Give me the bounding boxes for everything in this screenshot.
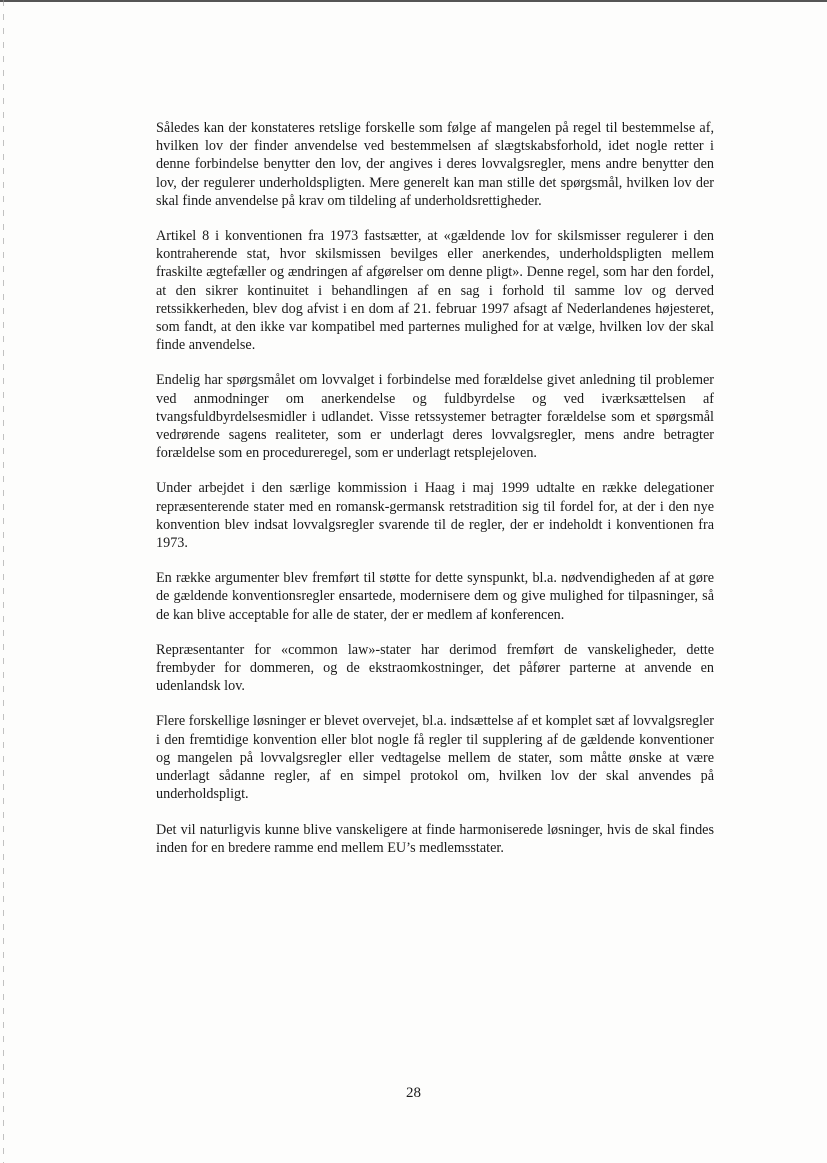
paragraph-4: Under arbejdet i den særlige kommission i Haag i maj 1999 udtalte en række delegationer repræsenterende stater med en romansk-germansk retstradition sig til fordel for, at der i den nye konvention blev indsat lovvalgsregler svarende til de regler, der er indeholdt i konventionen fra 1973. xyxy=(156,480,714,552)
paragraph-3: Endelig har spørgsmålet om lovvalget i forbindelse med forældelse givet anledning til problemer ved anmodninger om anerkendelse og fuldbyrdelse og ved iværksættelsen af tvangsfuldbyrdelsesmidler i udlandet. Visse retssystemer betragter forældelse som et spørgsmål vedrørende sagens realiteter, som er underlagt deres lovvalgsregler, mens andre betragter forældelse som en procedureregel, som er underlagt retsplejeloven. xyxy=(156,372,714,462)
paragraph-6: Repræsentanter for «common law»-stater har derimod fremført de vanskeligheder, dette frembyder for dommeren, og de ekstraomkostninger, det påfører parterne at anvende en udenlandsk lov. xyxy=(156,641,714,695)
page-number: 28 xyxy=(406,1085,421,1101)
paragraph-2: Artikel 8 i konventionen fra 1973 fastsætter, at «gældende lov for skilsmisser regulerer i den kontraherende stat, hvor skilsmissen bevilges eller anerkendes, underholdspligten mellem fraskilte ægtefæller og ændringen af afgørelser om denne pligt». Denne regel, som har den fordel, at den sikrer kontinuitet i behandlingen af en sag i forhold til samme lov og derved retssikkerheden, blev dog afvist i en dom af 21. februar 1997 afsagt af Nederlandenes højesteret, som fandt, at den ikke var kompatibel med parternes mulighed for at vælge, hvilken lov der skal finde anvendelse. xyxy=(156,228,714,354)
paragraph-5: En række argumenter blev fremført til støtte for dette synspunkt, bl.a. nødvendigheden af at gøre de gældende konventionsregler ensartede, modernisere dem og give mulighed for tilpasninger, så de kan blive acceptable for alle de stater, der er medlem af konferencen. xyxy=(156,570,714,623)
paragraph-7: Flere forskellige løsninger er blevet overvejet, bl.a. indsættelse af et komplet sæt af lovvalgsregler i den fremtidige konvention eller blot nogle få regler til supplering af de gældende konventioner og mangelen på lovvalgsregler eller vedtagelse mellem de stater, som måtte ønske at være underlagt sådanne regler, af en simpel protokol om, hvilken lov der skal anvendes på underholdspligt. xyxy=(156,713,714,803)
scan-left-edge xyxy=(3,0,4,1163)
paragraph-8: Det vil naturligvis kunne blive vanskeligere at finde harmoniserede løsninger, hvis de skal findes inden for en bredere ramme end mellem EU’s medlemsstater. xyxy=(156,821,714,856)
scan-top-edge xyxy=(0,0,827,2)
paragraph-1: Således kan der konstateres retslige forskelle som følge af mangelen på regel til bestemmelse af, hvilken lov der finder anvendelse ved bestemmelsen af slægtskabsforhold, idet nogle retter i denne forbindelse benytter den lov, der angives i deres lovvalgsregler, mens andre benytter den lov, der regulerer underholdspligten. Mere generelt kan man stille det spørgsmål, hvilken lov der skal finde anvendelse på krav om tildeling af underholdsrettigheder. xyxy=(156,120,714,209)
document-body xyxy=(156,119,714,874)
